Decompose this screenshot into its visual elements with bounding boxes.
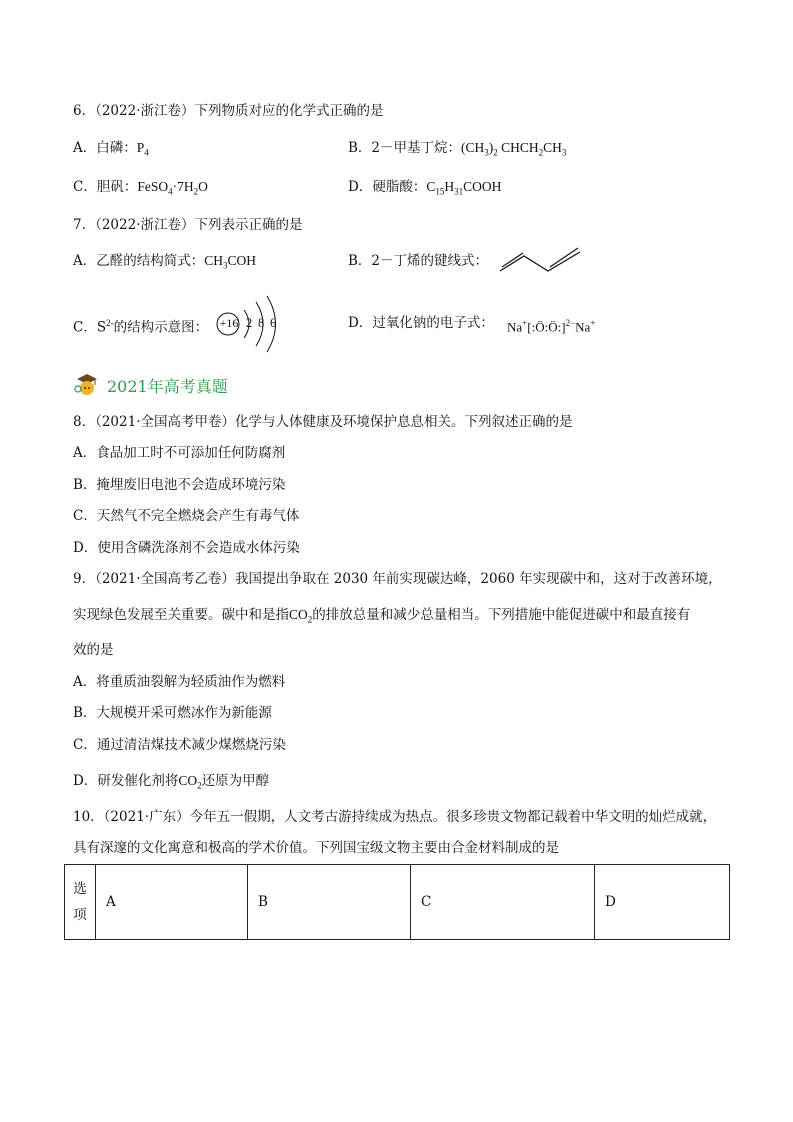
shell-3-electrons: 6: [270, 316, 277, 330]
q10-stem-line1: 10．（2021·广东）今年五一假期，人文考古游持续成为热点。很多珍贵文物都记载着中华文明的灿烂成就，: [73, 809, 717, 825]
q7-option-a: [73, 252, 256, 275]
q7-c-rest: 的结构示意图：: [113, 319, 209, 336]
q9-option-c: C．通过清洁煤技术减少煤燃烧污染: [73, 737, 286, 753]
q7-c-label: C．S: [73, 319, 107, 336]
q6-option-c: [73, 178, 208, 201]
sodium-peroxide-electron-formula: Na+[:Ö:Ö:]$^{2-}$Na+: [507, 318, 596, 335]
q9-option-d: D．研发催化剂将$CO_2$还原为甲醇: [73, 773, 270, 791]
q6-a-formula: $P_4$: [136, 140, 149, 158]
q6-option-b: [348, 139, 566, 162]
q9-stem-line1: 9．（2021·全国高考乙卷）我国提出争取在 2030 年前实现碳达峰，2060 年实现碳中和，这对于改善环境，: [73, 571, 722, 587]
shell-1-electrons: 2: [246, 316, 253, 330]
q9-option-a: A．将重质油裂解为轻质油作为燃料: [73, 674, 286, 690]
q6-a-label: A．白磷：: [73, 140, 137, 156]
q8-option-c: C．天然气不完全燃烧会产生有毒气体: [73, 508, 300, 524]
q6-option-d: [348, 178, 501, 201]
q8-option-b: B．掩埋废旧电池不会造成环境污染: [73, 477, 286, 493]
q7-stem: 7．（2022·浙江卷）下列表示正确的是: [73, 217, 303, 233]
q8-option-a: A．食品加工时不可添加任何防腐剂: [73, 445, 286, 461]
q9-stem-line3: 效的是: [73, 642, 114, 658]
shell-2-electrons: 8: [258, 316, 265, 330]
q8-option-d: D．使用含磷洗涤剂不会造成水体污染: [73, 540, 300, 556]
nucleus-charge: +16: [219, 316, 239, 330]
q7-option-b: [348, 252, 488, 270]
q6-b-formula: $(CH_3)_2$ $CHCH_2CH_3$: [461, 140, 567, 158]
butene-skeletal-formula: [496, 244, 588, 274]
q6-b-label: B．2－甲基丁烷：: [348, 140, 462, 156]
q9-option-b: B．大规模开采可燃冰作为新能源: [73, 705, 272, 721]
q7-d-label: D．过氧化钠的电子式：: [348, 315, 494, 331]
option-cell-c: C: [411, 865, 595, 940]
q7-b-label: B．2－丁烯的键线式：: [348, 253, 489, 269]
q9-stem-line2: 实现绿色发展至关重要。碳中和是指$CO_2$的排放总量和减少总量相当。下列措施中能促进碳中和最直接有: [73, 607, 691, 625]
q6-c-formula: $FeSO_4\cdot 7H_2O$: [137, 179, 208, 197]
q6-d-label: D．硬脂酸：: [348, 179, 427, 195]
q7-a-label: A．乙醛的结构简式：: [73, 253, 205, 269]
q6-c-label: C．胆矾：: [73, 179, 138, 195]
q7-a-formula: $CH_3COH$: [204, 253, 257, 271]
q8-stem: 8．（2021·全国高考甲卷）化学与人体健康及环境保护息息相关。下列叙述正确的是: [73, 414, 573, 430]
option-cell-d: D: [595, 865, 730, 940]
graduate-icon: [73, 373, 99, 397]
q7-option-c: C．$S^{2-}$的结构示意图：: [73, 318, 209, 336]
section-heading: [73, 373, 228, 397]
q10-stem-line2: 具有深邃的文化寓意和极高的学术价值。下列国宝级文物主要由合金材料制成的是: [73, 840, 559, 856]
q10-options-table: [64, 864, 730, 940]
q6-option-a: [73, 139, 149, 162]
q6-d-formula: $C_{15}H_{31}COOH$: [426, 179, 502, 197]
table-header-cell: 选项: [65, 865, 96, 940]
option-cell-a: A: [96, 865, 248, 940]
q6-stem: 6．（2022·浙江卷）下列物质对应的化学式正确的是: [73, 103, 384, 119]
section-title: 2021年高考真题: [107, 376, 228, 396]
option-cell-b: B: [248, 865, 411, 940]
table-row: [65, 865, 730, 940]
q7-option-d: [348, 314, 494, 332]
